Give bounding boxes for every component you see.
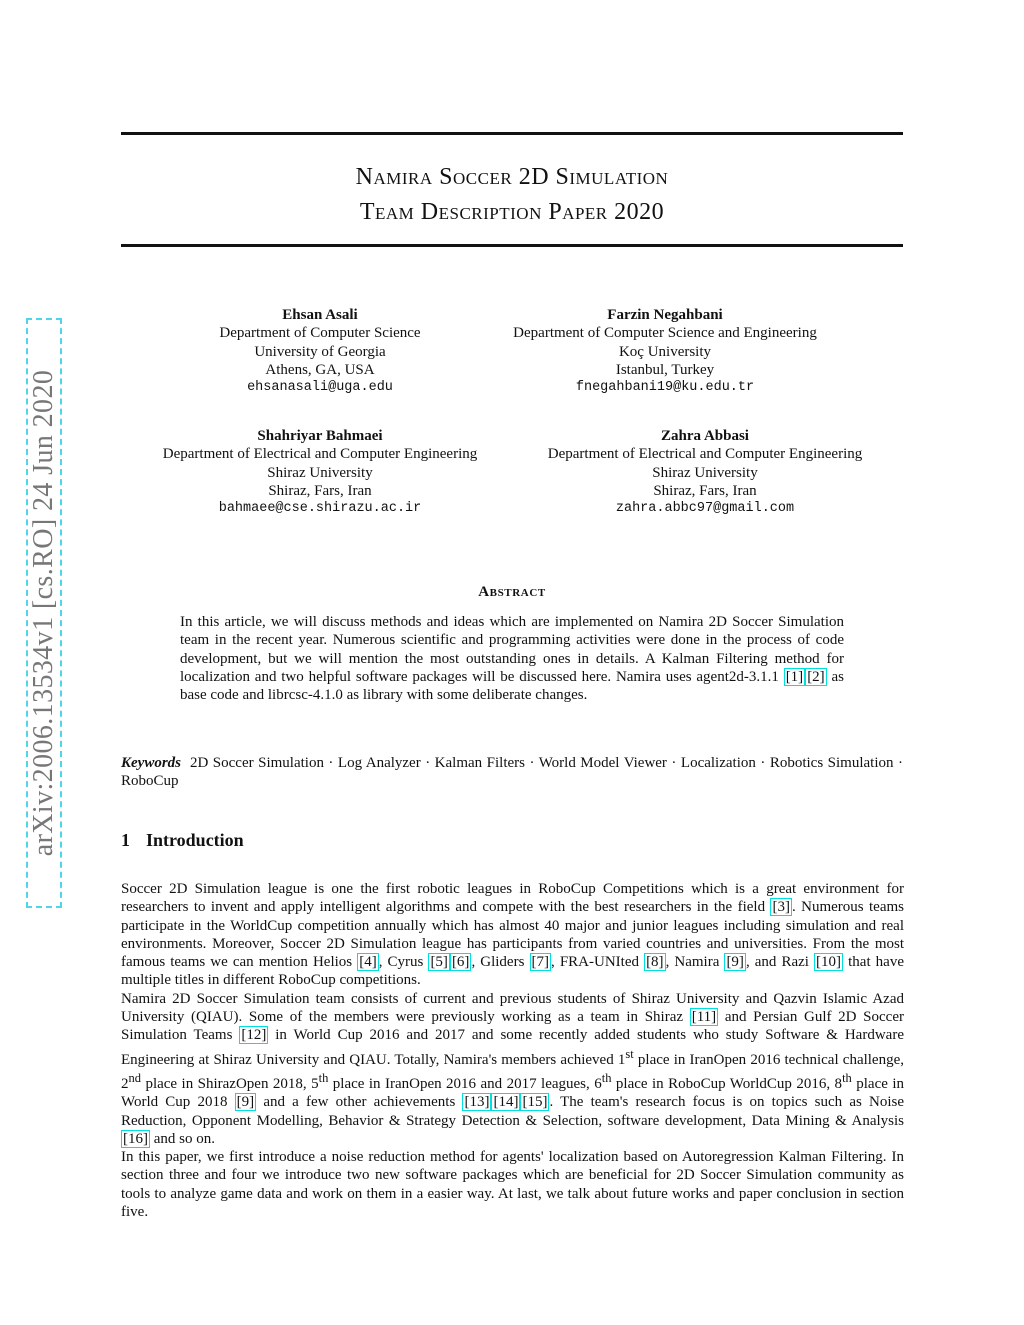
author-email[interactable]: ehsanasali@uga.edu	[247, 380, 393, 396]
author-block	[130, 427, 510, 518]
section-title: Introduction	[146, 830, 244, 850]
citation-link[interactable]: [5]	[430, 954, 448, 971]
citation-link[interactable]: [14]	[493, 1094, 519, 1111]
abstract-body	[180, 613, 844, 704]
author-name: Zahra Abbasi	[661, 428, 749, 444]
author-location: Istanbul, Turkey	[615, 361, 715, 378]
citation-link[interactable]: [4]	[359, 954, 377, 971]
author-email[interactable]: zahra.abbc97@gmail.com	[615, 501, 795, 517]
arxiv-stamp-text[interactable]: arXiv:2006.13534v1 [cs.RO] 24 Jun 2020	[28, 369, 59, 857]
paragraph-text: Soccer 2D Simulation league is one the first robotic leagues in RoboCup Competitions which is a great environment for researchers to invent and apply intelligent algorithms and compete with the best researchers in the field	[121, 881, 904, 916]
citation-link[interactable]: [3]	[772, 899, 790, 916]
author-location: Athens, GA, USA	[265, 361, 375, 378]
citation-link[interactable]: [9]	[236, 1094, 255, 1111]
citation-link[interactable]: [9]	[726, 954, 744, 971]
title-rule-bottom	[121, 244, 903, 247]
abstract-heading: Abstract	[478, 584, 546, 600]
paragraph-text: Namira 2D Soccer Simulation team consists of current and previous students of Shiraz University and Qazvin Islamic Azad University (QIAU). Some of the members were previously working as a team in Shiraz	[121, 990, 904, 1026]
citation-link[interactable]: [2]	[807, 668, 825, 685]
author-affiliation: Department of Computer Science	[219, 325, 421, 342]
author-affiliation: Department of Computer Science and Engineering	[513, 325, 817, 342]
citation-link[interactable]: [7]	[531, 954, 549, 971]
author-name: Shahriyar Bahmaei	[257, 428, 383, 444]
abstract-text: as base code and librcsc-4.1.0 as library with some deliberate changes.	[180, 668, 844, 704]
abstract-text: In this article, we will discuss methods and ideas which are implemented on Namira 2D Soccer Simulation team in the recent year. Numerous scientific and programming activities were done in the process of code development, but we will mention the most outstanding ones in details. A Kalman Filtering method for localization and two helpful software packages will be discussed here. Namira uses agent2d-3.1.1	[180, 614, 844, 685]
paragraph-text: place in ShirazOpen 2018, 5	[141, 1075, 319, 1092]
paragraph-text: , Gliders	[471, 954, 530, 971]
paragraph	[121, 990, 904, 1148]
citation-link[interactable]: [11]	[691, 1009, 717, 1026]
paper-title-line-1: Namira Soccer 2D Simulation	[355, 164, 669, 190]
paragraph-text: place in RoboCup WorldCup 2016, 8	[611, 1075, 843, 1092]
author-block	[515, 427, 895, 518]
ordinal-superscript: st	[625, 1046, 634, 1061]
paragraph-text: that have multiple titles in different RoboCup competitions.	[121, 954, 904, 989]
paragraph-text: , Namira	[665, 954, 725, 971]
title-rule-top	[121, 132, 903, 135]
introduction-body	[121, 880, 904, 1221]
paragraph	[121, 880, 904, 990]
author-block	[480, 306, 850, 397]
ordinal-superscript: th	[318, 1070, 329, 1085]
paper-title-line-2: Team Description Paper 2020	[359, 199, 665, 225]
paragraph-text: in World Cup 2016 and 2017 and some recently added students who study Software & Hardware Engineering at Shiraz University and QIAU. Totally, Namira's members achieved 1	[121, 1027, 904, 1068]
citation-link[interactable]: [12]	[241, 1027, 267, 1044]
section-number: 1	[121, 830, 130, 850]
author-affiliation: Department of Electrical and Computer Engineering	[547, 446, 863, 463]
author-institution: Shiraz University	[652, 464, 758, 481]
paragraph-text: , and Razi	[745, 954, 815, 971]
paragraph-text: , Cyrus	[378, 954, 429, 971]
author-location: Shiraz, Fars, Iran	[268, 482, 372, 499]
paragraph-text: place in IranOpen 2016 and 2017 leagues, 6	[328, 1075, 602, 1092]
citation-link[interactable]: [8]	[646, 954, 664, 971]
author-name: Farzin Negahbani	[607, 307, 723, 323]
author-institution: Koç University	[618, 343, 712, 360]
ordinal-superscript: th	[601, 1070, 612, 1085]
section-heading	[121, 830, 244, 851]
citation-link[interactable]: [16]	[123, 1130, 148, 1147]
keywords	[121, 754, 903, 791]
author-name: Ehsan Asali	[282, 307, 358, 323]
paragraph-text: , FRA-UNIted	[551, 954, 645, 971]
author-block	[150, 306, 490, 397]
author-email[interactable]: bahmaee@cse.shirazu.ac.ir	[218, 501, 422, 517]
paragraph-text: and Persian Gulf 2D Soccer Simulation Teams	[121, 1009, 904, 1044]
ordinal-superscript: nd	[128, 1070, 141, 1085]
ordinal-superscript: th	[842, 1070, 852, 1085]
paragraph-text: and a few other achievements	[256, 1094, 463, 1111]
author-institution: University of Georgia	[254, 343, 386, 360]
author-institution: Shiraz University	[267, 464, 373, 481]
author-affiliation: Department of Electrical and Computer Engineering	[162, 446, 478, 463]
citation-link[interactable]: [6]	[451, 954, 470, 971]
paragraph-text: and so on.	[150, 1130, 215, 1147]
citation-link[interactable]: [13]	[464, 1094, 490, 1111]
keywords-label: Keywords	[121, 755, 181, 771]
keywords-list: 2D Soccer Simulation · Log Analyzer · Kalman Filters · World Model Viewer · Localization · Robotics Simulation · RoboCup	[121, 755, 903, 790]
citation-link[interactable]: [10]	[816, 954, 842, 971]
author-email[interactable]: fnegahbani19@ku.edu.tr	[575, 380, 755, 396]
citation-link[interactable]: [1]	[785, 668, 804, 685]
paragraph-text: . Numerous teams participate in the WorldCup competition annually which has almost 40 major and junior leagues including simulation and real environments. Moreover, Soccer 2D Simulation league has participants from varied countries and universities. From the most famous teams we can mention Helios	[121, 899, 905, 971]
paragraph: In this paper, we first introduce a noise reduction method for agents' localization based on Autoregression Kalman Filtering. In section three and four we introduce two new software packages which are beneficial for 2D Soccer Simulation community as tools to analyze game data and work on them in a easier way. At last, we talk about future works and paper conclusion in section five.	[121, 1149, 904, 1221]
author-location: Shiraz, Fars, Iran	[653, 482, 757, 499]
paragraph-text: place in World Cup 2018	[121, 1075, 904, 1111]
paragraph-text: place in IranOpen 2016 technical challenge, 2	[121, 1051, 905, 1092]
paragraph-text: . The team's research focus is on topics such as Noise Reduction, Opponent Modelling, Behavior & Strategy Detection & Selection, software development, Data Mining & Analysis	[121, 1094, 904, 1129]
citation-link[interactable]: [15]	[522, 1094, 548, 1111]
